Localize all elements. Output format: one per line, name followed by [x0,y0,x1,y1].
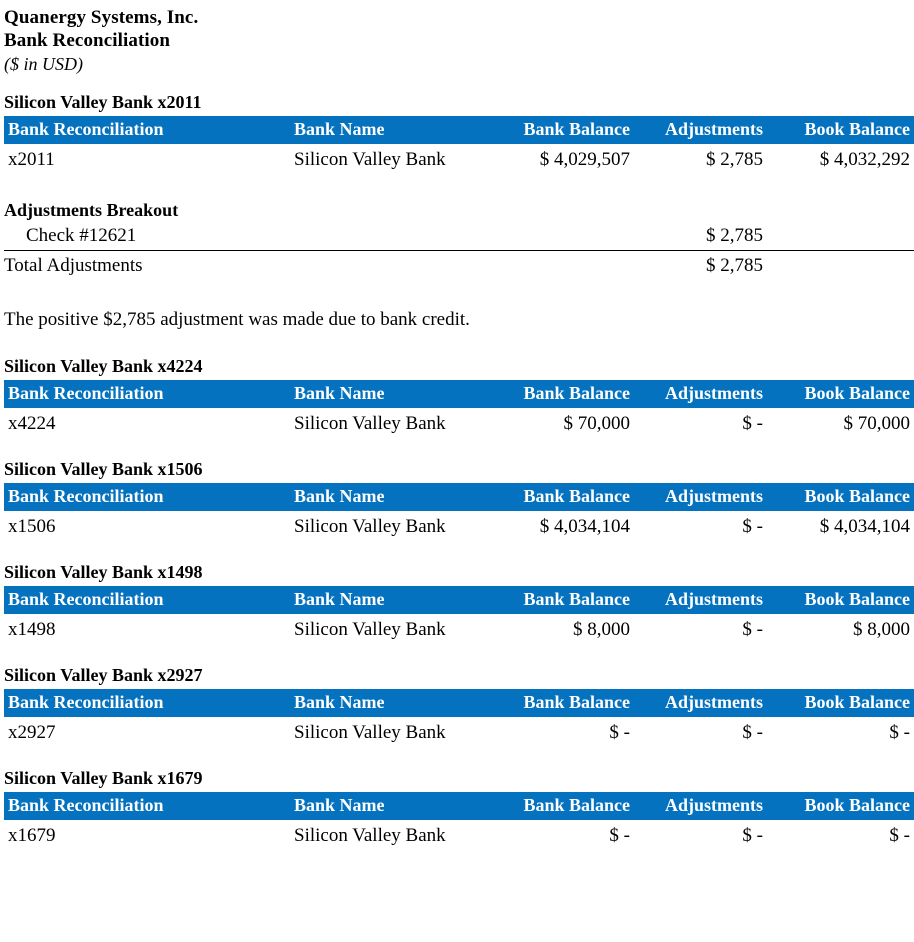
col-header-bank-name: Bank Name [294,483,484,511]
col-header-bank-balance: Bank Balance [484,792,634,820]
cell-book-balance: $ 8,000 [853,619,910,640]
cell-account: x2927 [8,722,56,743]
breakout-total-row [4,251,914,281]
cell-bank-name: Silicon Valley Bank [294,413,446,434]
table-row [4,614,914,645]
col-header-bank-balance: Bank Balance [484,586,634,614]
table-row [4,820,914,851]
company-name: Quanergy Systems, Inc. [4,7,199,28]
col-header-book-balance: Book Balance [767,483,914,511]
col-header-bank-name: Bank Name [294,586,484,614]
cell-account: x1506 [8,516,56,537]
cell-account: x2011 [8,149,55,170]
breakout-total-value: $ 2,785 [634,251,767,281]
cell-bank-balance: $ 4,034,104 [539,516,630,537]
breakout-item-label: Check #12621 [4,221,634,251]
cell-account: x1679 [8,825,56,846]
col-header-adjustments: Adjustments [634,483,767,511]
section-heading-x4224: Silicon Valley Bank x4224 [4,356,203,376]
col-header-book-balance: Book Balance [767,689,914,717]
cell-adjustments: $ - [742,722,763,743]
col-header-account: Bank Reconciliation [4,116,294,144]
col-header-bank-balance: Bank Balance [484,483,634,511]
table-row [4,144,914,175]
table-row [4,408,914,439]
col-header-bank-name: Bank Name [294,792,484,820]
recon-table-x2011 [4,116,914,175]
col-header-adjustments: Adjustments [634,380,767,408]
col-header-bank-name: Bank Name [294,116,484,144]
recon-table-x1498 [4,586,914,645]
recon-table-x1506 [4,483,914,542]
table-header-row [4,116,914,144]
cell-bank-name: Silicon Valley Bank [294,619,446,640]
cell-bank-balance: $ 70,000 [563,413,630,434]
col-header-adjustments: Adjustments [634,689,767,717]
recon-table-x4224 [4,380,914,439]
cell-adjustments: $ - [742,516,763,537]
document-title: Bank Reconciliation [4,30,171,51]
table-header-row [4,380,914,408]
adjustments-breakout-table [4,221,914,280]
document-title-block [0,0,914,76]
col-header-account: Bank Reconciliation [4,792,294,820]
section-heading-x1679: Silicon Valley Bank x1679 [4,768,203,788]
cell-account: x4224 [8,413,56,434]
cell-book-balance: $ 4,032,292 [819,149,910,170]
col-header-bank-name: Bank Name [294,380,484,408]
breakout-item-value: $ 2,785 [634,221,767,251]
recon-table-x1679 [4,792,914,851]
table-header-row [4,792,914,820]
breakout-spacer-cell [767,221,914,251]
table-row [4,511,914,542]
col-header-book-balance: Book Balance [767,586,914,614]
col-header-book-balance: Book Balance [767,792,914,820]
cell-bank-name: Silicon Valley Bank [294,149,446,170]
table-header-row [4,689,914,717]
adjustments-breakout-heading: Adjustments Breakout [4,200,179,220]
cell-adjustments: $ - [742,413,763,434]
col-header-book-balance: Book Balance [767,116,914,144]
section-heading-x2927: Silicon Valley Bank x2927 [4,665,203,685]
adjustment-narrative-x2011: The positive $2,785 adjustment was made due to bank credit. [4,309,470,330]
cell-bank-balance: $ - [609,722,630,743]
section-heading-x1498: Silicon Valley Bank x1498 [4,562,203,582]
cell-adjustments: $ 2,785 [706,149,763,170]
cell-adjustments: $ - [742,619,763,640]
table-header-row [4,483,914,511]
cell-bank-balance: $ - [609,825,630,846]
section-heading-x2011: Silicon Valley Bank x2011 [4,92,202,112]
table-row [4,717,914,748]
col-header-account: Bank Reconciliation [4,483,294,511]
cell-book-balance: $ 4,034,104 [819,516,910,537]
col-header-adjustments: Adjustments [634,586,767,614]
cell-adjustments: $ - [742,825,763,846]
cell-book-balance: $ 70,000 [843,413,910,434]
currency-units-note: ($ in USD) [4,54,83,74]
col-header-bank-name: Bank Name [294,689,484,717]
breakout-spacer-cell [767,251,914,281]
table-header-row [4,586,914,614]
cell-book-balance: $ - [889,722,910,743]
cell-account: x1498 [8,619,56,640]
breakout-total-label: Total Adjustments [4,251,634,281]
col-header-account: Bank Reconciliation [4,380,294,408]
breakout-line-item [4,221,914,251]
section-heading-x1506: Silicon Valley Bank x1506 [4,459,203,479]
col-header-account: Bank Reconciliation [4,689,294,717]
col-header-account: Bank Reconciliation [4,586,294,614]
cell-bank-name: Silicon Valley Bank [294,516,446,537]
col-header-bank-balance: Bank Balance [484,689,634,717]
cell-book-balance: $ - [889,825,910,846]
col-header-bank-balance: Bank Balance [484,116,634,144]
col-header-adjustments: Adjustments [634,116,767,144]
cell-bank-balance: $ 4,029,507 [539,149,630,170]
cell-bank-balance: $ 8,000 [573,619,630,640]
col-header-bank-balance: Bank Balance [484,380,634,408]
col-header-book-balance: Book Balance [767,380,914,408]
cell-bank-name: Silicon Valley Bank [294,825,446,846]
cell-bank-name: Silicon Valley Bank [294,722,446,743]
recon-table-x2927 [4,689,914,748]
col-header-adjustments: Adjustments [634,792,767,820]
